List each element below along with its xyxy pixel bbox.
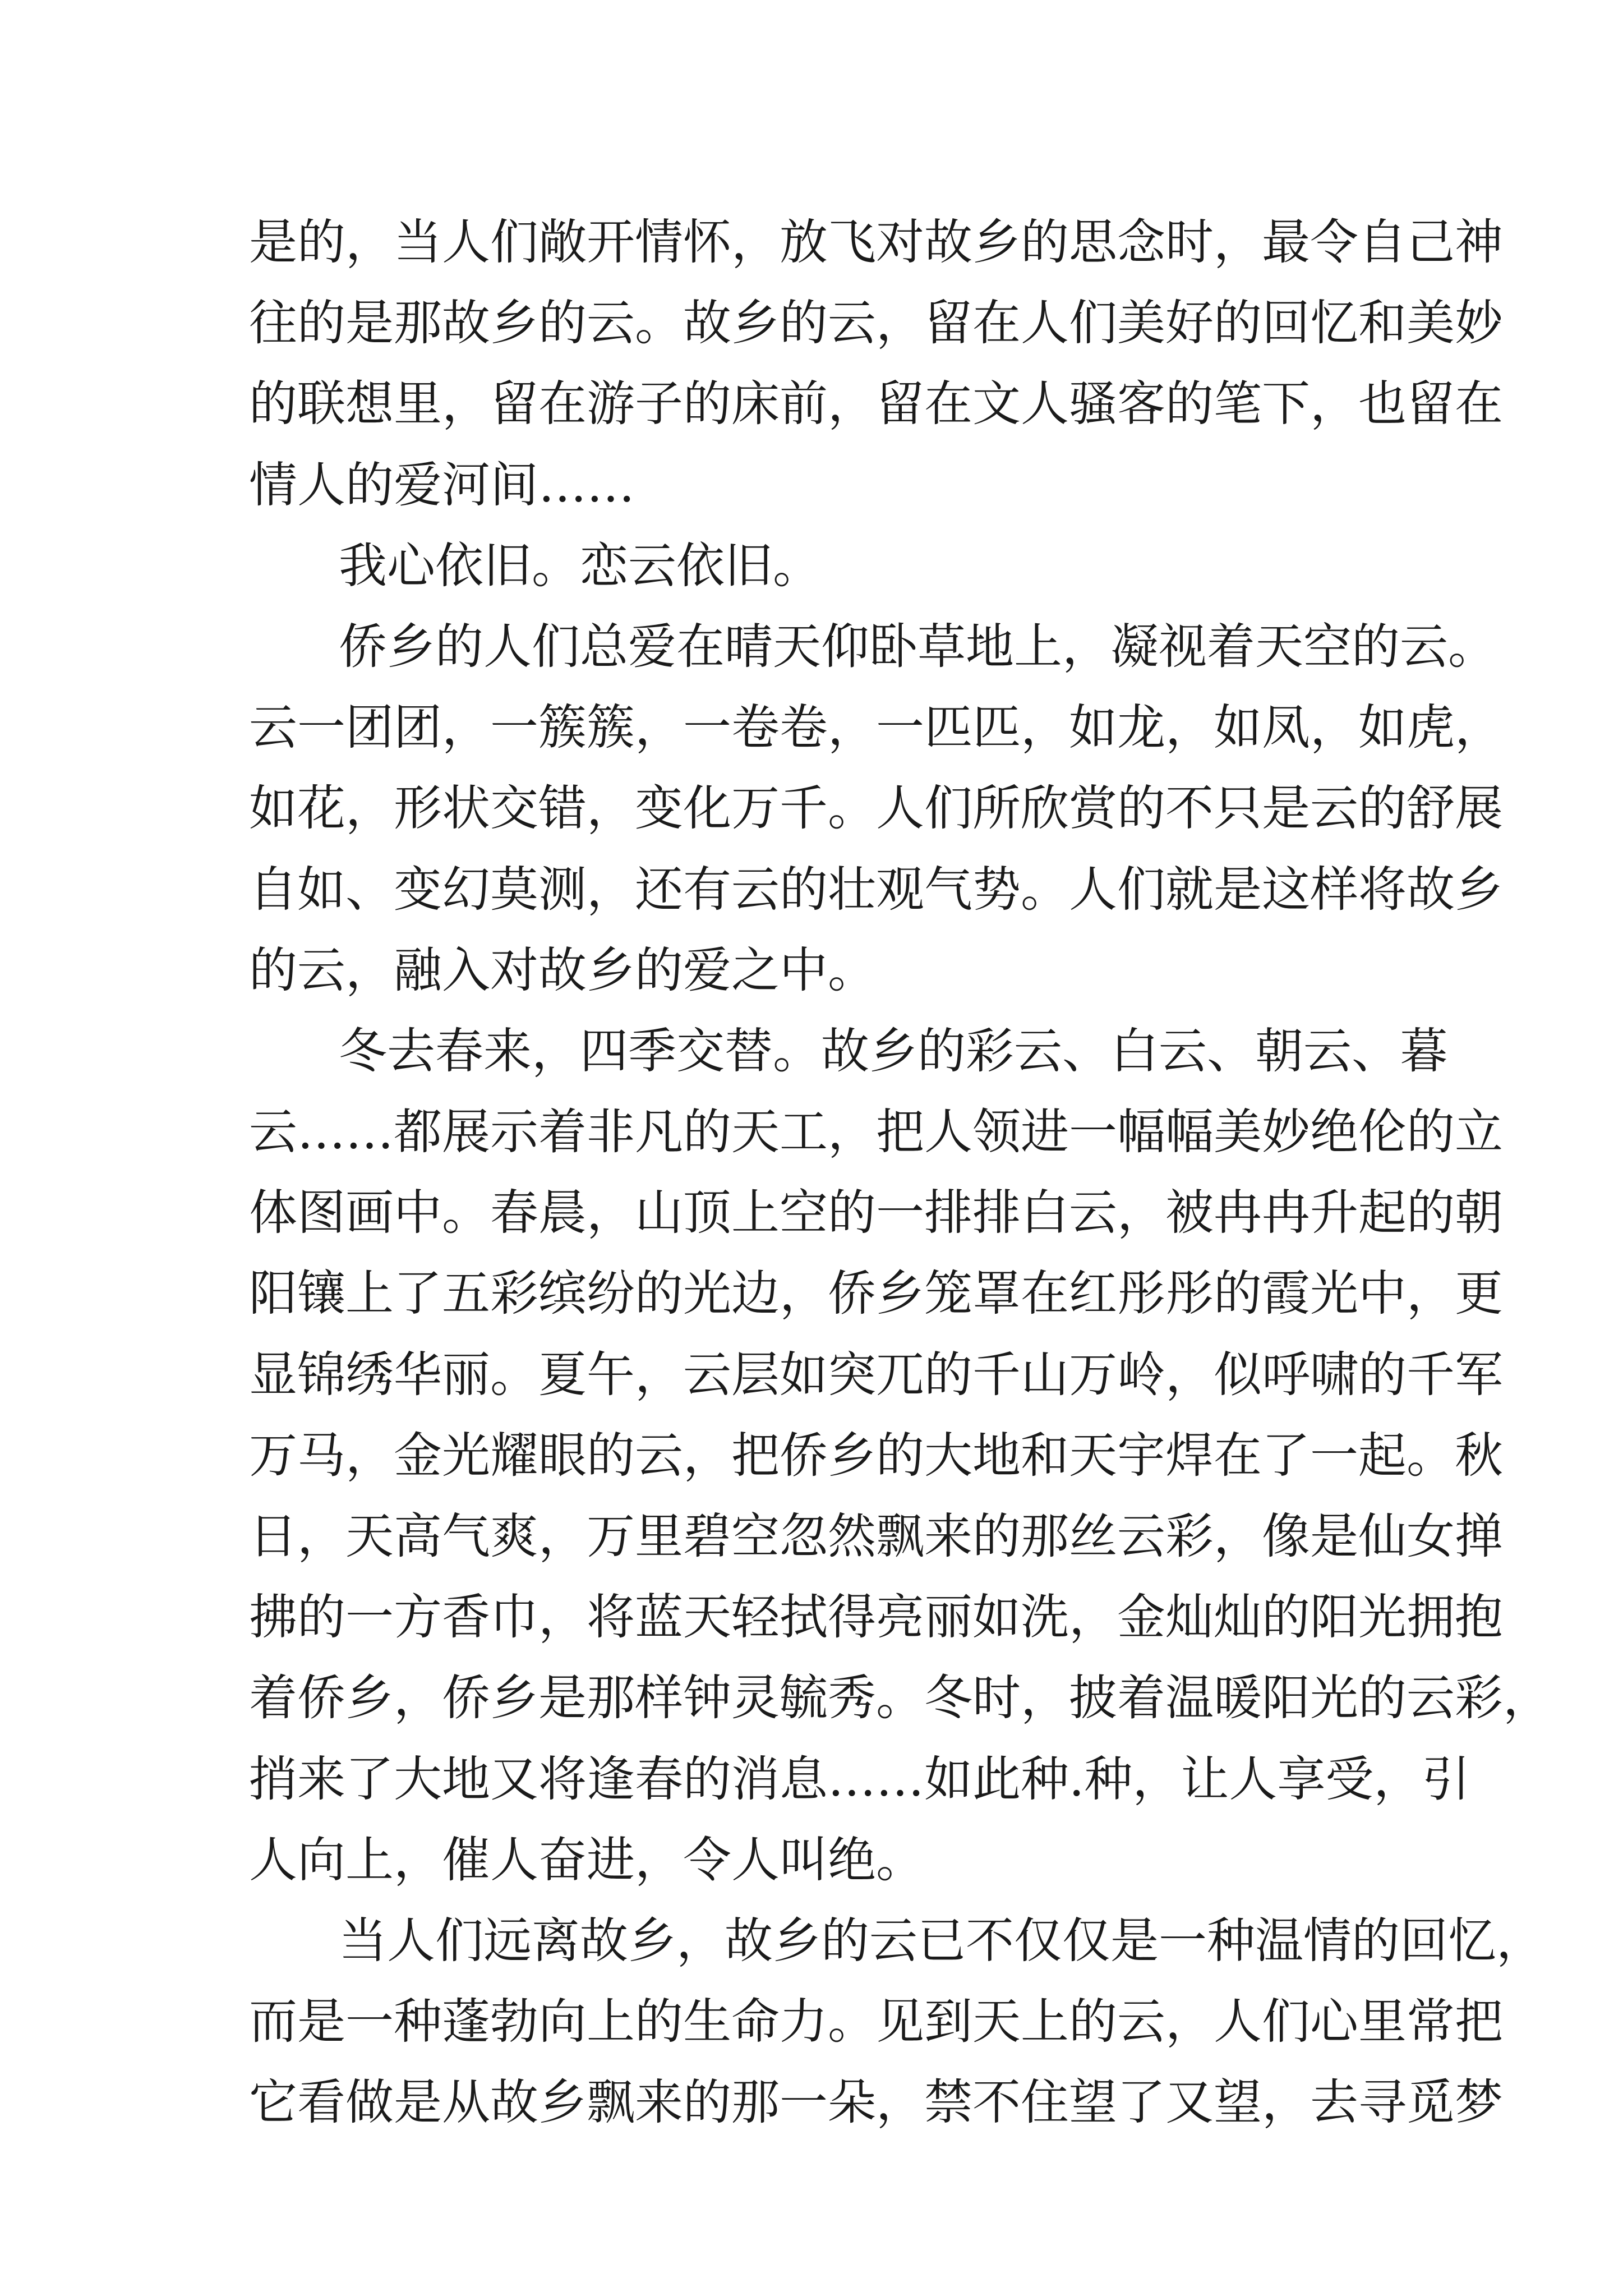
text-line: 阳镶上了五彩缤纷的光边，侨乡笼罩在红彤彤的霞光中，更: [249, 1266, 1503, 1322]
text-line: 如花，形状交错，变化万千。人们所欣赏的不只是云的舒展: [249, 780, 1503, 837]
text-line: 的联想里，留在游子的床前，留在文人骚客的笔下，也留在: [249, 376, 1503, 432]
text-line: 我心依旧。恋云依旧。: [339, 537, 821, 594]
text-line: 当人们远离故乡，故乡的云已不仅仅是一种温情的回忆，: [339, 1912, 1544, 1969]
text-line: 日，天高气爽，万里碧空忽然飘来的那丝云彩，像是仙女掸: [249, 1508, 1503, 1565]
text-line: 自如、变幻莫测，还有云的壮观气势。人们就是这样将故乡: [249, 861, 1503, 918]
text-line: 的云，融入对故乡的爱之中。: [249, 942, 876, 999]
paragraph-2: [249, 526, 1385, 606]
text-line: 云一团团，一簇簇，一卷卷，一匹匹，如龙，如凤，如虎，: [249, 700, 1503, 756]
text-line: 是的，当人们敞开情怀，放飞对故乡的思念时，最令自己神: [249, 214, 1503, 270]
text-line: 它看做是从故乡飘来的那一朵，禁不住望了又望，去寻觅梦: [249, 2074, 1503, 2131]
text-line: 云……都展示着非凡的天工，把人领进一幅幅美妙绝伦的立: [249, 1104, 1503, 1161]
text-line: 体图画中。春晨，山顶上空的一排排白云，被冉冉升起的朝: [249, 1185, 1503, 1241]
text-line: 捎来了大地又将逢春的消息……如此种.种，让人享受，引: [249, 1751, 1470, 1807]
paragraph-5: [249, 1901, 1544, 2143]
text-line: 冬去春来，四季交替。故乡的彩云、白云、朝云、暮: [339, 1023, 1448, 1079]
text-line: 情人的爱河间……: [249, 457, 635, 513]
paragraph-3: [249, 606, 1503, 1011]
text-line: 侨乡的人们总爱在晴天仰卧草地上，凝视着天空的云。: [339, 618, 1496, 675]
text-line: 往的是那故乡的云。故乡的云，留在人们美好的回忆和美妙: [249, 295, 1503, 352]
text-line: 拂的一方香巾，将蓝天轻拭得亮丽如洗，金灿灿的阳光拥抱: [249, 1589, 1503, 1646]
text-line: 而是一种蓬勃向上的生命力。见到天上的云，人们心里常把: [249, 1994, 1503, 2050]
paragraph-4: [249, 1011, 1551, 1901]
text-line: 万马，金光耀眼的云，把侨乡的大地和天宇焊在了一起。秋: [249, 1427, 1503, 1484]
text-line: 显锦绣华丽。夏午，云层如突兀的千山万岭，似呼啸的千军: [249, 1346, 1503, 1403]
text-line: 人向上，催人奋进，令人叫绝。: [249, 1832, 924, 1888]
document-body: [249, 202, 1551, 2143]
text-line: 着侨乡，侨乡是那样钟灵毓秀。冬时，披着温暖阳光的云彩，: [249, 1670, 1551, 1727]
paragraph-1: [249, 202, 1503, 526]
